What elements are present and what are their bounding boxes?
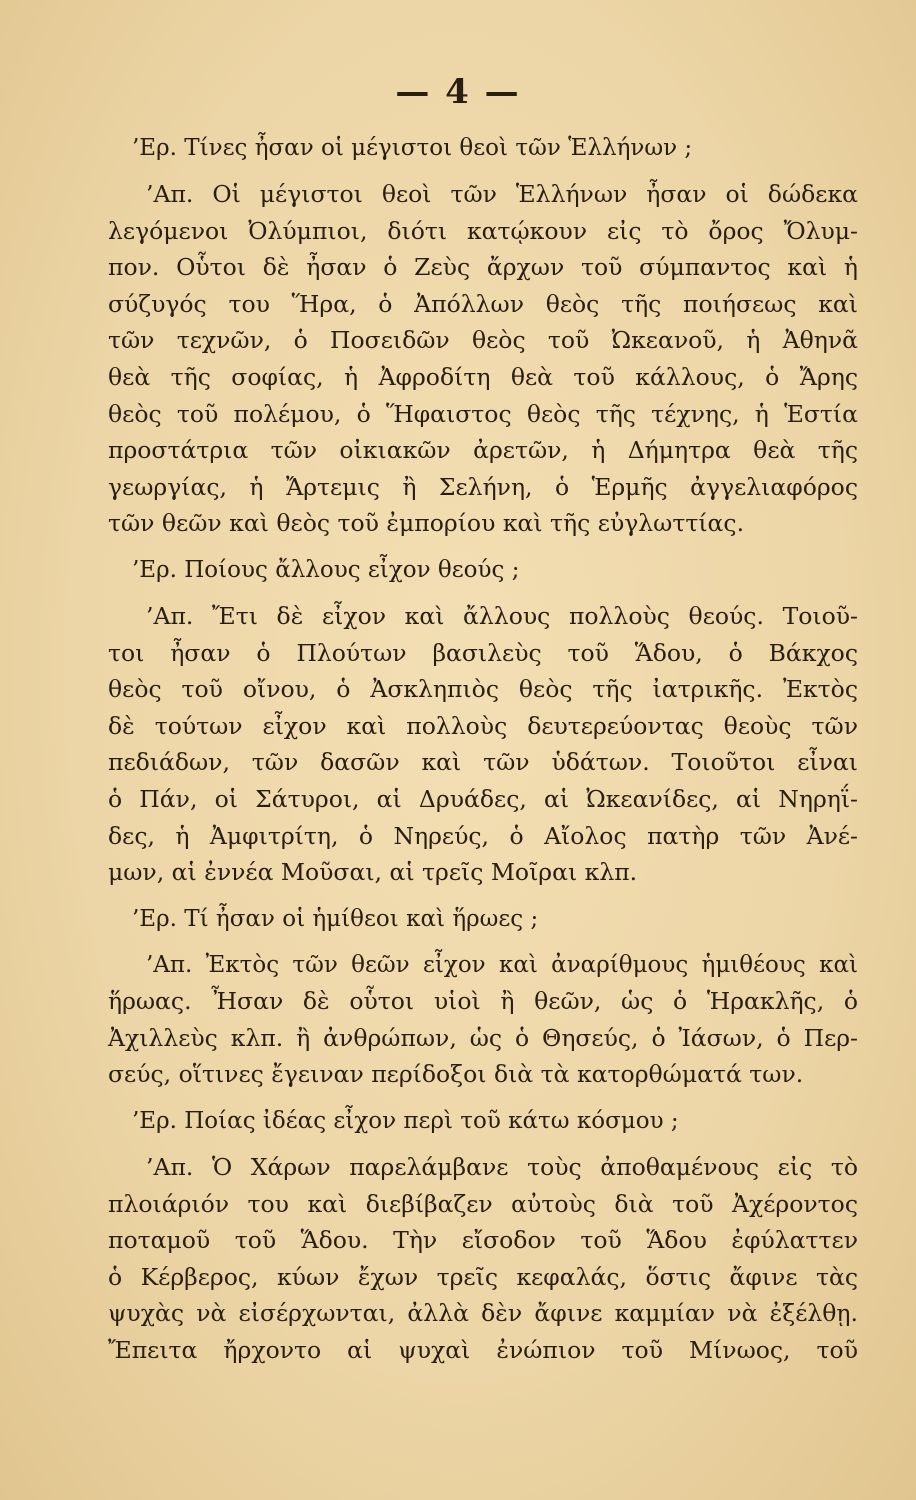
question-2 <box>132 552 858 588</box>
text-line: Ἔπειτα ἤρχοντο αἱ ψυχαὶ ἐνώπιον τοῦ Μίνωος, τοῦ <box>108 1336 858 1365</box>
text-line: θεὸς τοῦ πολέμου, ὁ Ἥφαιστος θεὸς τῆς τέχνης, ἡ Ἑστία <box>108 399 858 428</box>
text-line: θεὸς τοῦ οἴνου, ὁ Ἀσκληπιὸς θεὸς τῆς ἰατρικῆς. Ἐκτὸς <box>108 675 858 704</box>
question-1 <box>132 130 858 166</box>
answer-3 <box>108 947 858 1093</box>
text-line: ’Απ. Οἱ μέγιστοι θεοὶ τῶν Ἑλλήνων ἦσαν οἱ δώδεκα <box>146 180 858 208</box>
text-line: ποταμοῦ τοῦ Ἅδου. Τὴν εἴσοδον τοῦ Ἅδου ἐφύλαττεν <box>108 1226 858 1255</box>
text-line: πον. Οὗτοι δὲ ἦσαν ὁ Ζεὺς ἄρχων τοῦ σύμπαντος καὶ ἡ <box>108 253 858 282</box>
text-line: προστάτρια τῶν οἰκιακῶν ἀρετῶν, ἡ Δήμητρα θεὰ τῆς <box>108 436 858 465</box>
text-line: μων, αἱ ἐννέα Μοῦσαι, αἱ τρεῖς Μοῖραι κλπ. <box>108 858 638 887</box>
text-line: ’Ερ. Ποίας ἰδέας εἶχον περὶ τοῦ κάτω κόσμου ; <box>132 1108 679 1135</box>
question-3 <box>132 901 858 937</box>
text-line: ’Απ. Ὁ Χάρων παρελάμβανε τοὺς ἀποθαμένους εἰς τὸ <box>146 1153 858 1182</box>
text-line: τῶν τεχνῶν, ὁ Ποσειδῶν θεὸς τοῦ Ὠκεανοῦ, ἡ Ἀθηνᾶ <box>108 326 858 355</box>
text-line: δες, ἡ Ἀμφιτρίτη, ὁ Νηρεύς, ὁ Αἴολος πατὴρ τῶν Ἀνέ- <box>108 821 858 850</box>
text-line: ὁ Πάν, οἱ Σάτυροι, αἱ Δρυάδες, αἱ Ὠκεανίδες, αἱ Νηρηΐ- <box>108 784 858 813</box>
question-4 <box>132 1103 858 1139</box>
text-line: ἥρωας. Ἦσαν δὲ οὗτοι υἱοὶ ἢ θεῶν, ὡς ὁ Ἡρακλῆς, ὁ <box>108 987 858 1016</box>
text-line: Ἀχιλλεὺς κλπ. ἢ ἀνθρώπων, ὡς ὁ Θησεύς, ὁ Ἰάσων, ὁ Περ- <box>108 1023 858 1052</box>
text-line: θεὰ τῆς σοφίας, ἡ Ἀφροδίτη θεὰ τοῦ κάλλους, ὁ Ἄρης <box>108 362 858 391</box>
text-line: λεγόμενοι Ὀλύμπιοι, διότι κατῴκουν εἰς τὸ ὄρος Ὄλυμ- <box>108 216 858 245</box>
text-line: πλοιάριόν του καὶ διεβίβαζεν αὐτοὺς διὰ τοῦ Ἀχέροντος <box>108 1189 858 1218</box>
answer-1 <box>108 176 858 542</box>
text-line: ’Ερ. Ποίους ἄλλους εἶχον θεούς ; <box>132 556 520 583</box>
text-line: ’Απ. Ἔτι δὲ εἶχον καὶ ἄλλους πολλοὺς θεούς. Τοιοῦ- <box>146 601 858 630</box>
text-line: πεδιάδων, τῶν δασῶν καὶ τῶν ὑδάτων. Τοιοῦτοι εἶναι <box>108 748 858 777</box>
page-number: — 4 — <box>395 72 521 112</box>
text-line: ὁ Κέρβερος, κύων ἔχων τρεῖς κεφαλάς, ὅστις ἄφινε τὰς <box>108 1262 858 1291</box>
text-line: ’Ερ. Τίνες ἦσαν οἱ μέγιστοι θεοὶ τῶν Ἑλλήνων ; <box>132 135 693 161</box>
text-line: σύζυγός του Ἥρα, ὁ Ἀπόλλων θεὸς τῆς ποιήσεως καὶ <box>108 289 858 318</box>
text-line: δὲ τούτων εἶχον καὶ πολλοὺς δευτερεύοντας θεοὺς τῶν <box>108 711 858 740</box>
text-line: ψυχὰς νὰ εἰσέρχωνται, ἀλλὰ δὲν ἄφινε καμμίαν νὰ ἐξέλθῃ. <box>108 1299 858 1328</box>
text-line: ’Απ. Ἐκτὸς τῶν θεῶν εἶχον καὶ ἀναρίθμους ἡμιθέους καὶ <box>146 951 858 978</box>
text-line: ’Ερ. Τί ἦσαν οἱ ἡμίθεοι καὶ ἥρωες ; <box>132 905 539 932</box>
text-line: τοι ἦσαν ὁ Πλούτων βασιλεὺς τοῦ Ἅδου, ὁ Βάκχος <box>108 638 858 667</box>
text-line: γεωργίας, ἡ Ἄρτεμις ἢ Σελήνη, ὁ Ἑρμῆς ἀγγελιαφόρος <box>108 472 858 501</box>
answer-4 <box>108 1149 858 1369</box>
answer-2 <box>108 598 858 891</box>
text-line: σεύς, οἵτινες ἔγειναν περίδοξοι διὰ τὰ κατορθώματά των. <box>108 1060 804 1089</box>
text-line: τῶν θεῶν καὶ θεὸς τοῦ ἐμπορίου καὶ τῆς εὐγλωττίας. <box>108 509 745 538</box>
